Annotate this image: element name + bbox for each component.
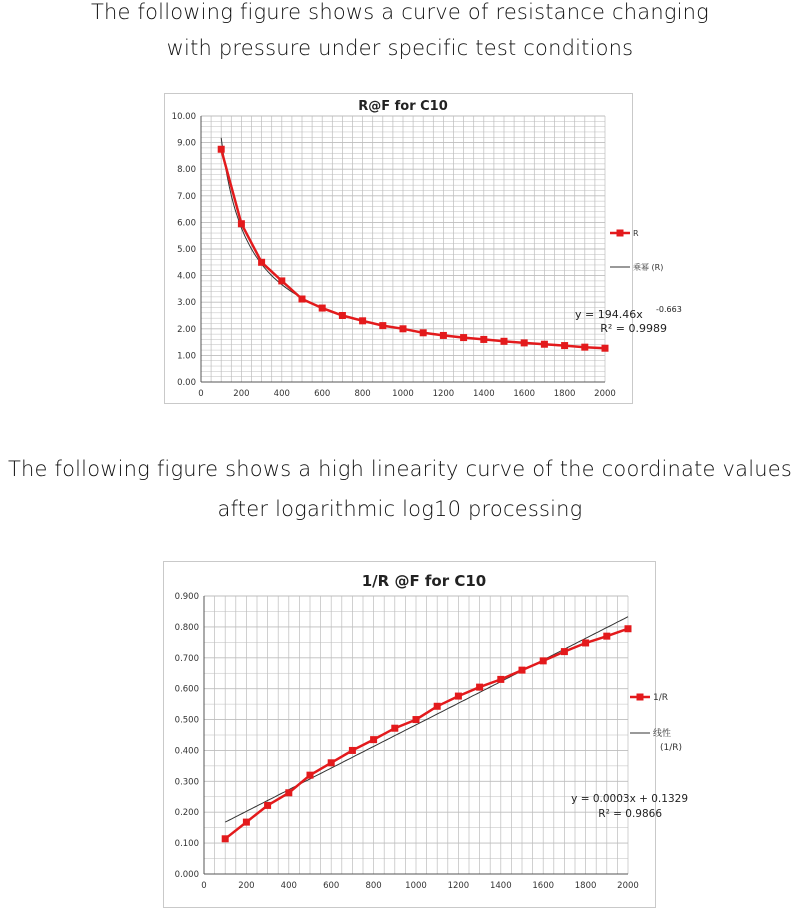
trend-r-squared: R² = 0.9866 (598, 808, 662, 820)
data-point-marker (582, 639, 589, 646)
y-tick-label: 5.00 (177, 245, 196, 255)
y-tick-label: 0.900 (174, 592, 199, 602)
x-tick-label: 1000 (392, 389, 414, 399)
x-tick-label: 1600 (532, 881, 555, 891)
data-point-marker (434, 703, 441, 710)
data-point-marker (581, 344, 588, 351)
data-point-marker (359, 317, 366, 324)
y-tick-label: 0.100 (174, 839, 199, 850)
data-point-marker (420, 329, 427, 336)
data-point-marker (278, 277, 285, 284)
data-point-marker (501, 338, 508, 345)
y-tick-label: 0.500 (174, 715, 199, 726)
x-tick-label: 400 (280, 881, 297, 891)
data-point-marker (307, 772, 314, 779)
data-point-marker (561, 648, 568, 655)
data-point-marker (455, 693, 462, 700)
data-point-marker (603, 633, 610, 640)
data-point-marker (440, 332, 447, 339)
data-point-marker (218, 146, 225, 153)
data-point-marker (339, 312, 346, 319)
y-tick-label: 0.600 (174, 684, 199, 695)
x-tick-label: 1800 (574, 881, 597, 891)
data-point-marker (519, 667, 526, 674)
x-tick-label: 0 (198, 389, 204, 399)
y-tick-label: 0.800 (174, 622, 199, 633)
chart-resistance-vs-pressure (164, 93, 682, 404)
data-point-marker (238, 220, 245, 227)
y-tick-label: 0.700 (174, 653, 199, 664)
chart-inverse-resistance-vs-pressure (163, 561, 688, 908)
data-point-marker (264, 802, 271, 809)
x-tick-label: 1400 (489, 881, 512, 891)
data-point-marker (370, 736, 377, 743)
data-point-marker (602, 345, 609, 352)
legend-series-label: R (633, 229, 639, 238)
chart-title: 1/R @F for C10 (361, 572, 487, 590)
x-tick-label: 1800 (553, 389, 576, 399)
y-tick-label: 0.000 (174, 870, 199, 880)
data-point-marker (299, 296, 306, 303)
x-tick-label: 1000 (405, 881, 427, 891)
y-tick-label: 6.00 (177, 218, 196, 229)
legend-trend-label: 乘幂 (R) (633, 263, 664, 272)
data-point-marker (391, 725, 398, 732)
x-tick-label: 2000 (617, 881, 639, 891)
data-point-marker (319, 305, 326, 312)
x-tick-label: 800 (354, 389, 371, 399)
chart-svg-2 (164, 562, 688, 907)
data-point-marker (460, 334, 467, 341)
caption-bottom-line2: after logarithmic log10 processing (217, 497, 583, 521)
data-point-marker (222, 835, 229, 842)
y-tick-label: 4.00 (177, 271, 196, 282)
data-point-marker (625, 625, 632, 632)
y-tick-label: 0.300 (174, 777, 199, 788)
x-tick-label: 1600 (513, 389, 536, 399)
y-tick-label: 9.00 (177, 138, 196, 149)
x-tick-label: 1200 (432, 389, 455, 399)
data-point-marker (541, 341, 548, 348)
caption-bottom-line1: The following figure shows a high linearity curve of the coordinate values (7, 457, 793, 481)
x-tick-label: 200 (238, 881, 255, 891)
y-tick-label: 0.00 (177, 378, 196, 388)
y-tick-label: 8.00 (177, 165, 196, 176)
y-tick-label: 3.00 (177, 298, 196, 309)
y-tick-label: 2.00 (177, 324, 196, 335)
x-tick-label: 200 (233, 389, 250, 399)
data-point-marker (413, 716, 420, 723)
data-point-marker (521, 339, 528, 346)
data-point-marker (243, 819, 250, 826)
legend-series-marker (637, 694, 644, 701)
chart-title: R@F for C10 (358, 99, 448, 114)
y-tick-label: 7.00 (177, 191, 196, 202)
y-tick-label: 0.200 (174, 808, 199, 819)
chart-svg-1 (165, 94, 682, 403)
y-tick-label: 10.00 (171, 112, 196, 122)
x-tick-label: 1400 (472, 389, 495, 399)
data-point-marker (497, 676, 504, 683)
data-point-marker (258, 259, 265, 266)
legend-trend-label: 线性 (653, 729, 672, 739)
x-tick-label: 600 (323, 881, 340, 891)
legend-trend-label-line2: (1/R) (660, 743, 683, 753)
x-tick-label: 0 (201, 881, 207, 891)
caption-top-line1: The following figure shows a curve of resistance changing (90, 0, 709, 24)
trend-equation: y = 194.46x (575, 308, 643, 321)
legend-series-marker (617, 230, 624, 237)
x-tick-label: 1200 (447, 881, 470, 891)
x-tick-label: 800 (365, 881, 382, 891)
y-tick-label: 0.400 (174, 746, 199, 757)
legend-series-label: 1/R (653, 693, 669, 703)
trend-equation-exponent: -0.663 (656, 305, 682, 314)
data-point-marker (400, 325, 407, 332)
data-point-marker (480, 336, 487, 343)
trend-r-squared: R² = 0.9989 (600, 322, 667, 335)
x-tick-label: 600 (314, 389, 331, 399)
data-point-marker (285, 789, 292, 796)
trend-equation: y = 0.0003x + 0.1329 (571, 793, 688, 805)
data-point-marker (561, 342, 568, 349)
data-point-marker (349, 747, 356, 754)
caption-top-line2: with pressure under specific test conditions (166, 36, 634, 60)
x-tick-label: 400 (273, 389, 290, 399)
data-point-marker (379, 322, 386, 329)
x-tick-label: 2000 (594, 389, 616, 399)
data-point-marker (540, 657, 547, 664)
y-tick-label: 1.00 (177, 351, 196, 362)
data-point-marker (476, 684, 483, 691)
data-point-marker (328, 759, 335, 766)
